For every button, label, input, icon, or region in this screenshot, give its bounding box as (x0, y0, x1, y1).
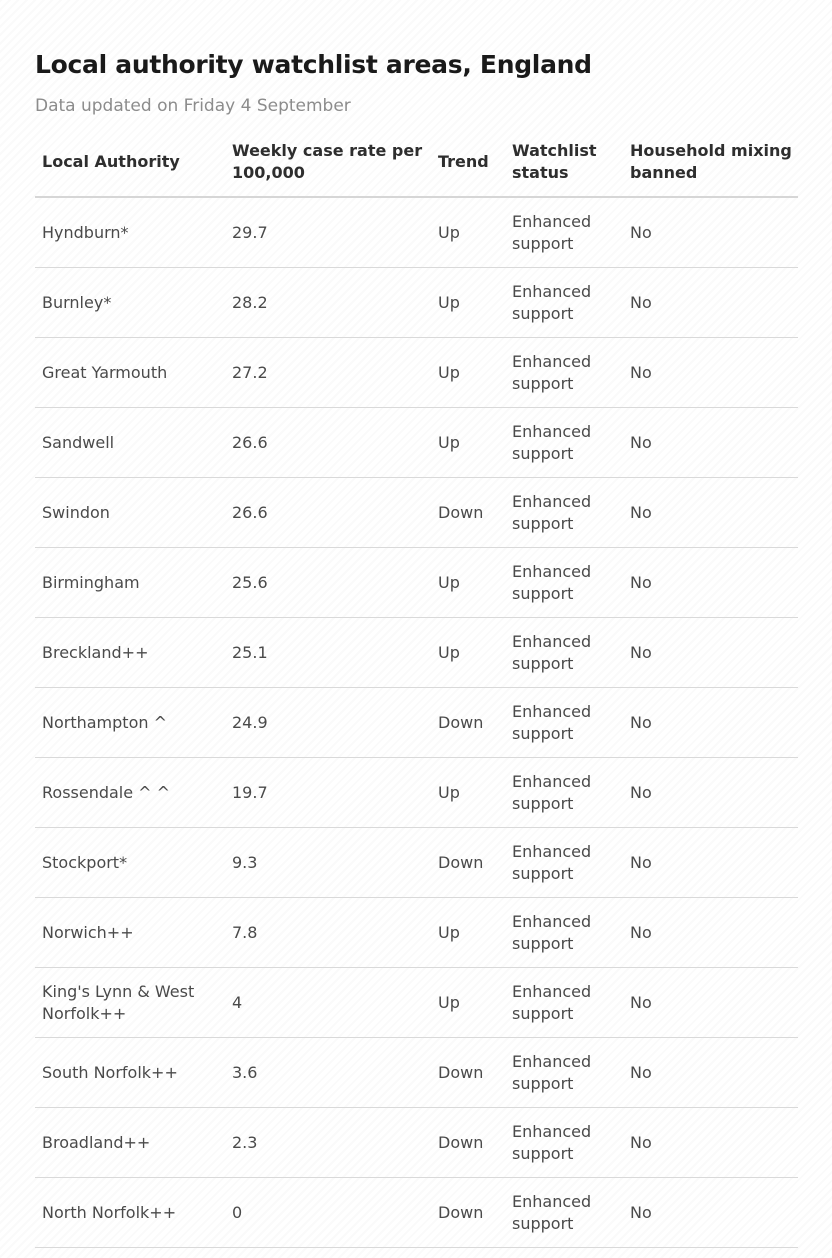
cell-local-authority: Norwich++ (35, 898, 225, 968)
table-row (35, 688, 798, 758)
table-header-row (35, 127, 798, 197)
cell-case-rate: 29.7 (225, 197, 431, 268)
cell-local-authority: Great Yarmouth (35, 338, 225, 408)
cell-watchlist-status: Enhanced support (505, 268, 623, 338)
column-header-local-authority: Local Authority (35, 127, 225, 197)
table-row (35, 197, 798, 268)
cell-local-authority: South Norfolk++ (35, 1038, 225, 1108)
table-row (35, 758, 798, 828)
cell-local-authority: North Norfolk++ (35, 1178, 225, 1248)
cell-local-authority: Hyndburn* (35, 197, 225, 268)
cell-watchlist-status: Enhanced support (505, 828, 623, 898)
table-row (35, 968, 798, 1038)
cell-watchlist-status: Enhanced support (505, 197, 623, 268)
cell-trend: Up (431, 618, 505, 688)
table-row (35, 898, 798, 968)
cell-trend: Up (431, 197, 505, 268)
cell-watchlist-status: Enhanced support (505, 758, 623, 828)
watchlist-table (35, 127, 798, 1248)
cell-case-rate: 0 (225, 1178, 431, 1248)
cell-trend: Up (431, 408, 505, 478)
cell-trend: Down (431, 688, 505, 758)
cell-case-rate: 25.6 (225, 548, 431, 618)
table-row (35, 1108, 798, 1178)
column-header-trend: Trend (431, 127, 505, 197)
cell-household-mixing-banned: No (623, 338, 798, 408)
cell-case-rate: 25.1 (225, 618, 431, 688)
cell-household-mixing-banned: No (623, 828, 798, 898)
cell-local-authority: Breckland++ (35, 618, 225, 688)
cell-watchlist-status: Enhanced support (505, 338, 623, 408)
cell-watchlist-status: Enhanced support (505, 688, 623, 758)
cell-case-rate: 26.6 (225, 408, 431, 478)
cell-local-authority: King's Lynn & West Norfolk++ (35, 968, 225, 1038)
cell-household-mixing-banned: No (623, 478, 798, 548)
cell-local-authority: Northampton ^ (35, 688, 225, 758)
cell-case-rate: 4 (225, 968, 431, 1038)
cell-local-authority: Stockport* (35, 828, 225, 898)
cell-trend: Down (431, 478, 505, 548)
cell-case-rate: 19.7 (225, 758, 431, 828)
cell-household-mixing-banned: No (623, 408, 798, 478)
cell-watchlist-status: Enhanced support (505, 408, 623, 478)
cell-household-mixing-banned: No (623, 268, 798, 338)
chart-subtitle: Data updated on Friday 4 September (35, 96, 351, 116)
cell-local-authority: Rossendale ^ ^ (35, 758, 225, 828)
cell-local-authority: Swindon (35, 478, 225, 548)
table-row (35, 548, 798, 618)
cell-case-rate: 2.3 (225, 1108, 431, 1178)
cell-household-mixing-banned: No (623, 898, 798, 968)
column-header-household-mixing-banned: Household mixing banned (623, 127, 798, 197)
cell-household-mixing-banned: No (623, 688, 798, 758)
cell-household-mixing-banned: No (623, 1108, 798, 1178)
cell-watchlist-status: Enhanced support (505, 1038, 623, 1108)
cell-trend: Up (431, 968, 505, 1038)
table-row (35, 268, 798, 338)
cell-trend: Up (431, 338, 505, 408)
cell-household-mixing-banned: No (623, 1038, 798, 1108)
table-row (35, 1178, 798, 1248)
cell-household-mixing-banned: No (623, 1178, 798, 1248)
cell-household-mixing-banned: No (623, 618, 798, 688)
table-row (35, 1038, 798, 1108)
table-row (35, 478, 798, 548)
table-row (35, 338, 798, 408)
cell-case-rate: 9.3 (225, 828, 431, 898)
cell-trend: Up (431, 898, 505, 968)
cell-trend: Down (431, 1038, 505, 1108)
cell-case-rate: 27.2 (225, 338, 431, 408)
cell-household-mixing-banned: No (623, 548, 798, 618)
cell-watchlist-status: Enhanced support (505, 1178, 623, 1248)
table-row (35, 408, 798, 478)
cell-local-authority: Sandwell (35, 408, 225, 478)
cell-trend: Down (431, 1108, 505, 1178)
cell-case-rate: 28.2 (225, 268, 431, 338)
table-body (35, 197, 798, 1248)
column-header-case-rate: Weekly case rate per 100,000 (225, 127, 431, 197)
column-header-watchlist-status: Watchlist status (505, 127, 623, 197)
cell-case-rate: 26.6 (225, 478, 431, 548)
cell-trend: Up (431, 548, 505, 618)
cell-household-mixing-banned: No (623, 758, 798, 828)
cell-trend: Down (431, 1178, 505, 1248)
cell-watchlist-status: Enhanced support (505, 548, 623, 618)
cell-local-authority: Birmingham (35, 548, 225, 618)
cell-watchlist-status: Enhanced support (505, 1108, 623, 1178)
cell-watchlist-status: Enhanced support (505, 478, 623, 548)
chart-title: Local authority watchlist areas, England (35, 50, 592, 79)
table-row (35, 828, 798, 898)
cell-household-mixing-banned: No (623, 968, 798, 1038)
cell-watchlist-status: Enhanced support (505, 968, 623, 1038)
cell-case-rate: 24.9 (225, 688, 431, 758)
cell-case-rate: 7.8 (225, 898, 431, 968)
cell-local-authority: Broadland++ (35, 1108, 225, 1178)
cell-watchlist-status: Enhanced support (505, 898, 623, 968)
cell-household-mixing-banned: No (623, 197, 798, 268)
cell-local-authority: Burnley* (35, 268, 225, 338)
cell-case-rate: 3.6 (225, 1038, 431, 1108)
cell-trend: Down (431, 828, 505, 898)
table-row (35, 618, 798, 688)
cell-trend: Up (431, 268, 505, 338)
cell-trend: Up (431, 758, 505, 828)
cell-watchlist-status: Enhanced support (505, 618, 623, 688)
